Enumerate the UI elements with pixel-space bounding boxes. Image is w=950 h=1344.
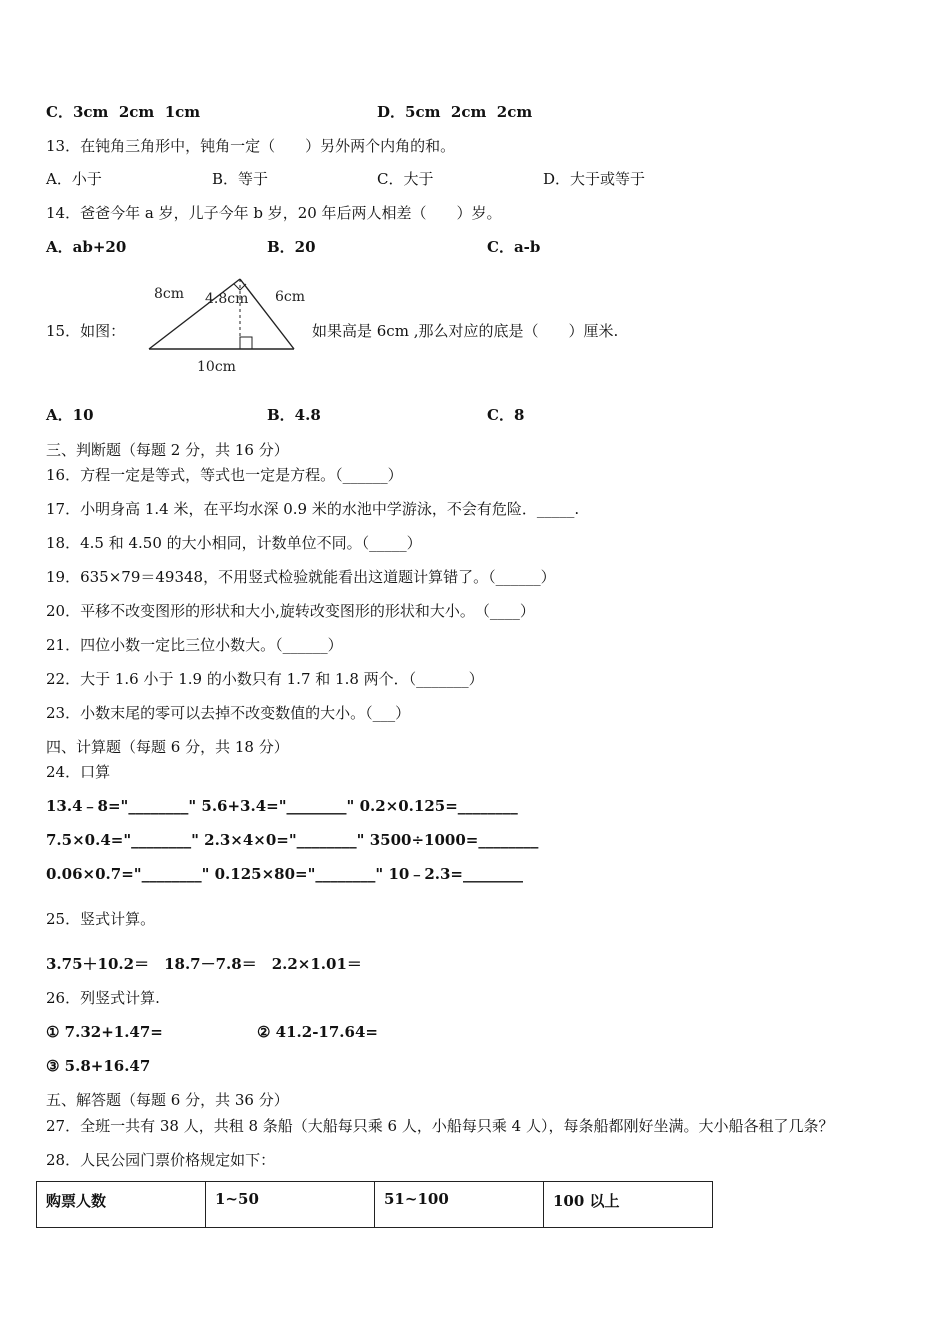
label-right-side: 6cm — [275, 289, 306, 305]
q14-option-b: B．20 — [267, 238, 316, 256]
q15-option-c: C．8 — [487, 406, 525, 424]
q22: 22．大于 1.6 小于 1.9 的小数只有 1.7 和 1.8 两个．（_______） — [46, 670, 484, 688]
q24-row-3: 0.06×0.7="________" 0.125×80="________" 10﹣2.3=________ — [46, 865, 523, 883]
q13-option-d: D．大于或等于 — [543, 170, 646, 188]
section4-title: 四、计算题（每题 6 分，共 18 分） — [46, 738, 289, 756]
q26-item-2: ② 41.2-17.64= — [257, 1023, 378, 1041]
q15-option-b: B．4.8 — [267, 406, 321, 424]
section5-title: 五、解答题（每题 6 分，共 36 分） — [46, 1091, 289, 1109]
table-cell: 51~100 — [375, 1182, 544, 1228]
q27: 27．全班一共有 38 人，共租 8 条船（大船每只乘 6 人，小船每只乘 4 人），每条船都刚好坐满。大小船各租了几条？ — [46, 1117, 834, 1135]
q16: 16．方程一定是等式，等式也一定是方程。（______） — [46, 466, 403, 484]
q23: 23．小数末尾的零可以去掉不改变数值的大小。（___） — [46, 704, 411, 722]
q14-option-a: A．ab+20 — [46, 238, 127, 256]
q20: 20．平移不改变图形的形状和大小,旋转改变图形的形状和大小。 （____） — [46, 602, 535, 620]
q26-item-1: ① 7.32+1.47= — [46, 1023, 163, 1041]
q28: 28．人民公园门票价格规定如下： — [46, 1151, 276, 1169]
triangle-figure — [140, 272, 310, 377]
q14-option-c: C．a-b — [487, 238, 541, 256]
table-cell: 100 以上 — [544, 1182, 713, 1228]
q12-option-d: D．5cm 2cm 2cm — [377, 103, 533, 121]
q12-option-c: C．3cm 2cm 1cm — [46, 103, 201, 121]
q21: 21．四位小数一定比三位小数大。（______） — [46, 636, 343, 654]
table-row — [37, 1182, 713, 1228]
q18: 18．4.5 和 4.50 的大小相同，计数单位不同。（_____） — [46, 534, 422, 552]
q15-suffix: 如果高是 6cm ,那么对应的底是（ ）厘米. — [312, 322, 619, 340]
q19: 19．635×79＝49348，不用竖式检验就能看出这道题计算错了。（______） — [46, 568, 556, 586]
right-angle-mark-base — [240, 337, 252, 349]
table-cell: 购票人数 — [37, 1182, 206, 1228]
q15-prefix: 15．如图： — [46, 322, 126, 340]
q26-title: 26．列竖式计算. — [46, 989, 160, 1007]
q24-title: 24．口算 — [46, 763, 111, 781]
label-left-side: 8cm — [154, 286, 185, 302]
q13-option-b: B．等于 — [212, 170, 269, 188]
q24-row-2: 7.5×0.4="________" 2.3×4×0="________" 3500÷1000=________ — [46, 831, 539, 849]
section3-title: 三、判断题（每题 2 分，共 16 分） — [46, 441, 289, 459]
q25-row: 3.75＋10.2＝ 18.7－7.8＝ 2.2×1.01＝ — [46, 955, 362, 973]
label-height: 4.8cm — [205, 291, 249, 307]
ticket-price-table — [36, 1181, 713, 1228]
q13-stem: 13．在钝角三角形中，钝角一定（ ）另外两个内角的和。 — [46, 137, 456, 155]
q14-stem: 14．爸爸今年 a 岁，儿子今年 b 岁，20 年后两人相差（ ）岁。 — [46, 204, 502, 222]
q13-option-c: C．大于 — [377, 170, 434, 188]
q25-title: 25．竖式计算。 — [46, 910, 156, 928]
label-base: 10cm — [197, 359, 236, 375]
q13-option-a: A．小于 — [46, 170, 102, 188]
q17: 17．小明身高 1.4 米，在平均水深 0.9 米的水池中学游泳，不会有危险．_____. — [46, 500, 580, 518]
q24-row-1: 13.4﹣8="________" 5.6+3.4="________" 0.2×0.125=________ — [46, 797, 518, 815]
table-cell: 1~50 — [206, 1182, 375, 1228]
q15-option-a: A．10 — [46, 406, 94, 424]
q26-item-3: ③ 5.8+16.47 — [46, 1057, 151, 1075]
